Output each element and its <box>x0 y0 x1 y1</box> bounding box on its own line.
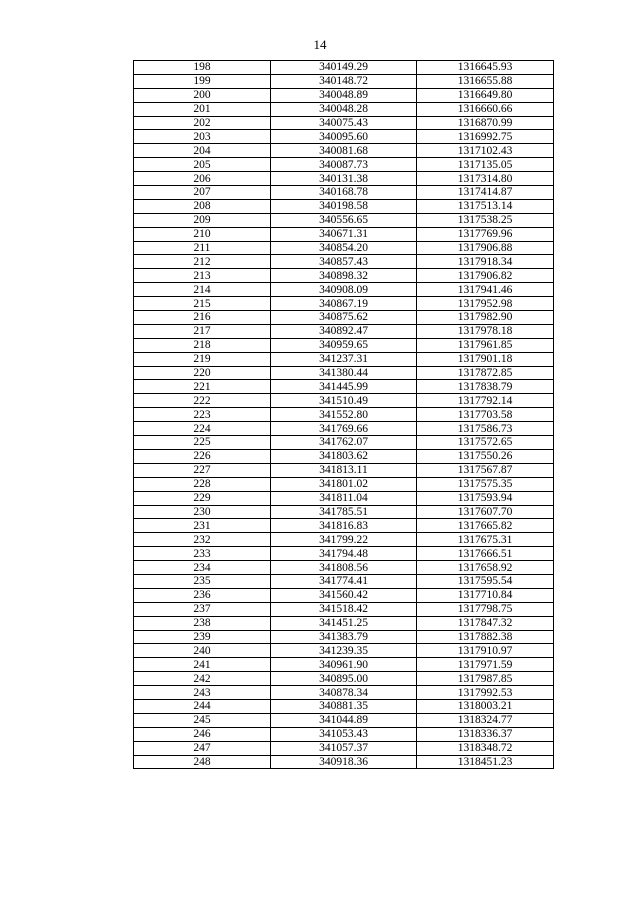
y-coordinate-cell: 1317703.58 <box>417 408 554 422</box>
x-coordinate-cell: 340959.65 <box>271 338 417 352</box>
y-coordinate-cell: 1317952.98 <box>417 297 554 311</box>
x-coordinate-cell: 341057.37 <box>271 741 417 755</box>
x-coordinate-cell: 340854.20 <box>271 241 417 255</box>
y-coordinate-cell: 1317982.90 <box>417 311 554 325</box>
table-row <box>134 713 554 727</box>
table-row <box>134 449 554 463</box>
y-coordinate-cell: 1317906.88 <box>417 241 554 255</box>
x-coordinate-cell: 340087.73 <box>271 158 417 172</box>
y-coordinate-cell: 1317961.85 <box>417 338 554 352</box>
point-number-cell: 232 <box>134 533 271 547</box>
y-coordinate-cell: 1317666.51 <box>417 547 554 561</box>
table-row <box>134 408 554 422</box>
table-row <box>134 172 554 186</box>
table-row <box>134 74 554 88</box>
point-number-cell: 243 <box>134 686 271 700</box>
table-row <box>134 324 554 338</box>
point-number-cell: 209 <box>134 213 271 227</box>
y-coordinate-cell: 1317798.75 <box>417 602 554 616</box>
x-coordinate-cell: 341510.49 <box>271 394 417 408</box>
y-coordinate-cell: 1317710.84 <box>417 588 554 602</box>
y-coordinate-cell: 1317918.34 <box>417 255 554 269</box>
x-coordinate-cell: 340892.47 <box>271 324 417 338</box>
x-coordinate-cell: 341769.66 <box>271 422 417 436</box>
table-row <box>134 463 554 477</box>
y-coordinate-cell: 1317607.70 <box>417 505 554 519</box>
coordinates-table <box>133 60 554 769</box>
point-number-cell: 214 <box>134 283 271 297</box>
x-coordinate-cell: 340875.62 <box>271 311 417 325</box>
x-coordinate-cell: 340671.31 <box>271 227 417 241</box>
x-coordinate-cell: 340149.29 <box>271 61 417 75</box>
y-coordinate-cell: 1316992.75 <box>417 130 554 144</box>
point-number-cell: 204 <box>134 144 271 158</box>
y-coordinate-cell: 1317567.87 <box>417 463 554 477</box>
point-number-cell: 242 <box>134 672 271 686</box>
y-coordinate-cell: 1317987.85 <box>417 672 554 686</box>
table-row <box>134 727 554 741</box>
table-row <box>134 88 554 102</box>
table-row <box>134 227 554 241</box>
point-number-cell: 228 <box>134 477 271 491</box>
y-coordinate-cell: 1317901.18 <box>417 352 554 366</box>
x-coordinate-cell: 341451.25 <box>271 616 417 630</box>
table-row <box>134 186 554 200</box>
table-row <box>134 366 554 380</box>
x-coordinate-cell: 341794.48 <box>271 547 417 561</box>
y-coordinate-cell: 1317847.32 <box>417 616 554 630</box>
point-number-cell: 246 <box>134 727 271 741</box>
table-row <box>134 297 554 311</box>
x-coordinate-cell: 341445.99 <box>271 380 417 394</box>
y-coordinate-cell: 1316655.88 <box>417 74 554 88</box>
point-number-cell: 245 <box>134 713 271 727</box>
table-row <box>134 644 554 658</box>
y-coordinate-cell: 1317906.82 <box>417 269 554 283</box>
x-coordinate-cell: 340148.72 <box>271 74 417 88</box>
x-coordinate-cell: 340556.65 <box>271 213 417 227</box>
x-coordinate-cell: 341801.02 <box>271 477 417 491</box>
point-number-cell: 220 <box>134 366 271 380</box>
y-coordinate-cell: 1317538.25 <box>417 213 554 227</box>
x-coordinate-cell: 341383.79 <box>271 630 417 644</box>
point-number-cell: 223 <box>134 408 271 422</box>
table-row <box>134 352 554 366</box>
y-coordinate-cell: 1317910.97 <box>417 644 554 658</box>
y-coordinate-cell: 1317314.80 <box>417 172 554 186</box>
x-coordinate-cell: 340081.68 <box>271 144 417 158</box>
y-coordinate-cell: 1317572.65 <box>417 436 554 450</box>
point-number-cell: 227 <box>134 463 271 477</box>
table-row <box>134 199 554 213</box>
table-row <box>134 741 554 755</box>
x-coordinate-cell: 340881.35 <box>271 699 417 713</box>
point-number-cell: 203 <box>134 130 271 144</box>
x-coordinate-cell: 340095.60 <box>271 130 417 144</box>
x-coordinate-cell: 341380.44 <box>271 366 417 380</box>
y-coordinate-cell: 1317978.18 <box>417 324 554 338</box>
table-row <box>134 547 554 561</box>
table-row <box>134 519 554 533</box>
page-number: 14 <box>313 37 327 52</box>
y-coordinate-cell: 1317102.43 <box>417 144 554 158</box>
x-coordinate-cell: 341785.51 <box>271 505 417 519</box>
table-row <box>134 616 554 630</box>
x-coordinate-cell: 341518.42 <box>271 602 417 616</box>
point-number-cell: 231 <box>134 519 271 533</box>
y-coordinate-cell: 1318451.23 <box>417 755 554 769</box>
table-row <box>134 144 554 158</box>
x-coordinate-cell: 341808.56 <box>271 561 417 575</box>
table-row <box>134 130 554 144</box>
point-number-cell: 221 <box>134 380 271 394</box>
point-number-cell: 207 <box>134 186 271 200</box>
point-number-cell: 208 <box>134 199 271 213</box>
point-number-cell: 198 <box>134 61 271 75</box>
point-number-cell: 235 <box>134 574 271 588</box>
table-row <box>134 422 554 436</box>
x-coordinate-cell: 340908.09 <box>271 283 417 297</box>
point-number-cell: 233 <box>134 547 271 561</box>
y-coordinate-cell: 1317792.14 <box>417 394 554 408</box>
y-coordinate-cell: 1317971.59 <box>417 658 554 672</box>
x-coordinate-cell: 341774.41 <box>271 574 417 588</box>
x-coordinate-cell: 341552.80 <box>271 408 417 422</box>
point-number-cell: 230 <box>134 505 271 519</box>
x-coordinate-cell: 341762.07 <box>271 436 417 450</box>
y-coordinate-cell: 1317593.94 <box>417 491 554 505</box>
table-row <box>134 394 554 408</box>
x-coordinate-cell: 340857.43 <box>271 255 417 269</box>
table-row <box>134 699 554 713</box>
table-row <box>134 241 554 255</box>
table-row <box>134 491 554 505</box>
table-row <box>134 630 554 644</box>
point-number-cell: 240 <box>134 644 271 658</box>
point-number-cell: 217 <box>134 324 271 338</box>
x-coordinate-cell: 340048.89 <box>271 88 417 102</box>
point-number-cell: 222 <box>134 394 271 408</box>
y-coordinate-cell: 1317575.35 <box>417 477 554 491</box>
table-row <box>134 116 554 130</box>
y-coordinate-cell: 1316645.93 <box>417 61 554 75</box>
point-number-cell: 239 <box>134 630 271 644</box>
table-row <box>134 533 554 547</box>
x-coordinate-cell: 341237.31 <box>271 352 417 366</box>
point-number-cell: 200 <box>134 88 271 102</box>
point-number-cell: 229 <box>134 491 271 505</box>
table-row <box>134 574 554 588</box>
table-row <box>134 311 554 325</box>
y-coordinate-cell: 1318324.77 <box>417 713 554 727</box>
table-row <box>134 672 554 686</box>
point-number-cell: 224 <box>134 422 271 436</box>
x-coordinate-cell: 340878.34 <box>271 686 417 700</box>
y-coordinate-cell: 1317658.92 <box>417 561 554 575</box>
x-coordinate-cell: 341813.11 <box>271 463 417 477</box>
x-coordinate-cell: 340131.38 <box>271 172 417 186</box>
y-coordinate-cell: 1318348.72 <box>417 741 554 755</box>
x-coordinate-cell: 341811.04 <box>271 491 417 505</box>
point-number-cell: 218 <box>134 338 271 352</box>
point-number-cell: 248 <box>134 755 271 769</box>
y-coordinate-cell: 1317595.54 <box>417 574 554 588</box>
table-row <box>134 686 554 700</box>
x-coordinate-cell: 340867.19 <box>271 297 417 311</box>
point-number-cell: 205 <box>134 158 271 172</box>
y-coordinate-cell: 1318003.21 <box>417 699 554 713</box>
point-number-cell: 199 <box>134 74 271 88</box>
y-coordinate-cell: 1316870.99 <box>417 116 554 130</box>
y-coordinate-cell: 1317992.53 <box>417 686 554 700</box>
y-coordinate-cell: 1317665.82 <box>417 519 554 533</box>
y-coordinate-cell: 1317550.26 <box>417 449 554 463</box>
point-number-cell: 211 <box>134 241 271 255</box>
x-coordinate-cell: 341560.42 <box>271 588 417 602</box>
y-coordinate-cell: 1317513.14 <box>417 199 554 213</box>
y-coordinate-cell: 1318336.37 <box>417 727 554 741</box>
table-row <box>134 158 554 172</box>
y-coordinate-cell: 1317135.05 <box>417 158 554 172</box>
table-row <box>134 213 554 227</box>
point-number-cell: 210 <box>134 227 271 241</box>
x-coordinate-cell: 341803.62 <box>271 449 417 463</box>
point-number-cell: 247 <box>134 741 271 755</box>
x-coordinate-cell: 341816.83 <box>271 519 417 533</box>
point-number-cell: 212 <box>134 255 271 269</box>
x-coordinate-cell: 340198.58 <box>271 199 417 213</box>
point-number-cell: 206 <box>134 172 271 186</box>
x-coordinate-cell: 341239.35 <box>271 644 417 658</box>
point-number-cell: 202 <box>134 116 271 130</box>
x-coordinate-cell: 340898.32 <box>271 269 417 283</box>
y-coordinate-cell: 1317586.73 <box>417 422 554 436</box>
x-coordinate-cell: 340961.90 <box>271 658 417 672</box>
point-number-cell: 216 <box>134 311 271 325</box>
table-row <box>134 477 554 491</box>
y-coordinate-cell: 1317769.96 <box>417 227 554 241</box>
point-number-cell: 238 <box>134 616 271 630</box>
x-coordinate-cell: 341799.22 <box>271 533 417 547</box>
x-coordinate-cell: 340048.28 <box>271 102 417 116</box>
y-coordinate-cell: 1317882.38 <box>417 630 554 644</box>
table-row <box>134 755 554 769</box>
table-row <box>134 505 554 519</box>
point-number-cell: 237 <box>134 602 271 616</box>
point-number-cell: 234 <box>134 561 271 575</box>
table-row <box>134 283 554 297</box>
x-coordinate-cell: 340168.78 <box>271 186 417 200</box>
table-row <box>134 61 554 75</box>
x-coordinate-cell: 341044.89 <box>271 713 417 727</box>
y-coordinate-cell: 1316649.80 <box>417 88 554 102</box>
point-number-cell: 241 <box>134 658 271 672</box>
coordinates-table-body <box>134 61 554 769</box>
point-number-cell: 236 <box>134 588 271 602</box>
table-row <box>134 561 554 575</box>
table-row <box>134 658 554 672</box>
point-number-cell: 215 <box>134 297 271 311</box>
y-coordinate-cell: 1317675.31 <box>417 533 554 547</box>
point-number-cell: 244 <box>134 699 271 713</box>
x-coordinate-cell: 341053.43 <box>271 727 417 741</box>
table-row <box>134 436 554 450</box>
x-coordinate-cell: 340895.00 <box>271 672 417 686</box>
point-number-cell: 226 <box>134 449 271 463</box>
y-coordinate-cell: 1317414.87 <box>417 186 554 200</box>
x-coordinate-cell: 340918.36 <box>271 755 417 769</box>
point-number-cell: 225 <box>134 436 271 450</box>
point-number-cell: 219 <box>134 352 271 366</box>
y-coordinate-cell: 1317872.85 <box>417 366 554 380</box>
y-coordinate-cell: 1317941.46 <box>417 283 554 297</box>
x-coordinate-cell: 340075.43 <box>271 116 417 130</box>
table-row <box>134 338 554 352</box>
table-row <box>134 255 554 269</box>
point-number-cell: 201 <box>134 102 271 116</box>
point-number-cell: 213 <box>134 269 271 283</box>
table-row <box>134 269 554 283</box>
table-row <box>134 588 554 602</box>
table-row <box>134 380 554 394</box>
y-coordinate-cell: 1316660.66 <box>417 102 554 116</box>
y-coordinate-cell: 1317838.79 <box>417 380 554 394</box>
table-row <box>134 602 554 616</box>
table-row <box>134 102 554 116</box>
